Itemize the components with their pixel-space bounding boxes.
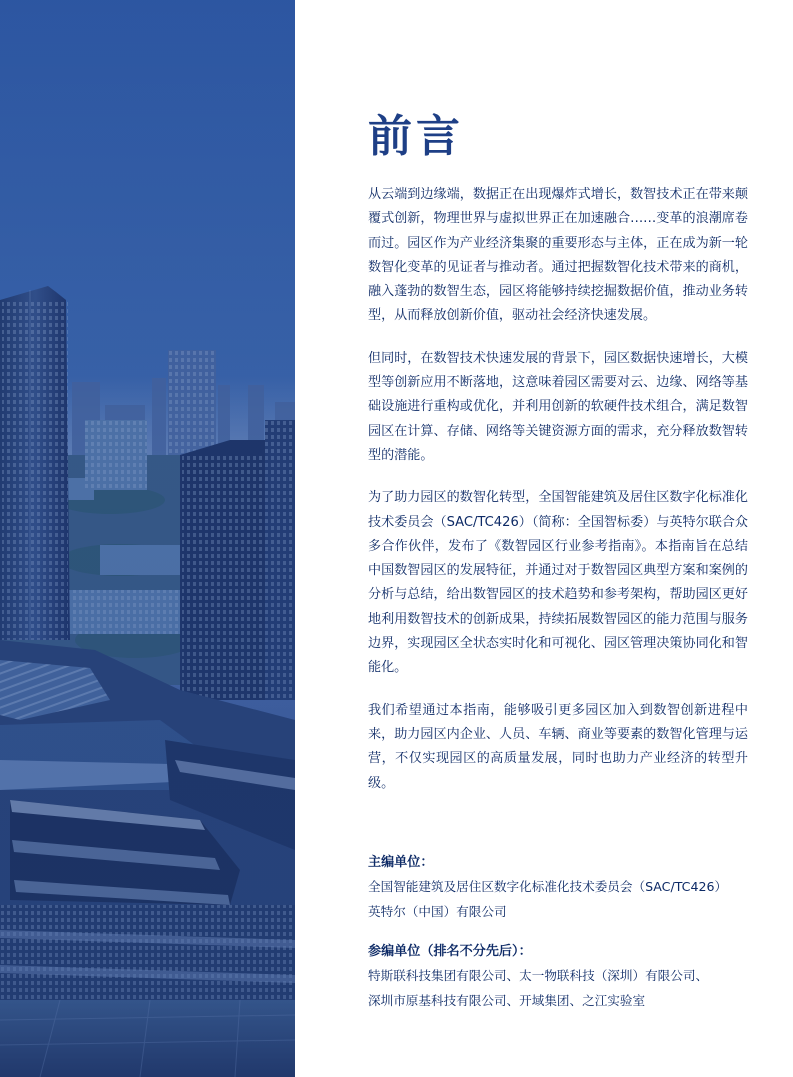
participants-label: 参编单位（排名不分先后）： bbox=[368, 944, 532, 959]
cover-photo-city bbox=[0, 0, 295, 1077]
paragraph-1: 从云端到边缘端，数据正在出现爆炸式增长，数智技术正在带来颠覆式创新，物理世界与虚拟世界正在加速融合……变革的浪潮席卷而过。园区作为产业经济集聚的重要形态与主体，正在成为新一轮数智化变革的见证者与推动者。通过把握数智化技术带来的商机，融入蓬勃的数智生态，园区将能够持续挖掘数据价值，推动业务转型，从而释放创新价值，驱动社会经济快速发展。 bbox=[368, 187, 748, 324]
paragraph-4: 我们希望通过本指南，能够吸引更多园区加入到数智创新进程中来，助力园区内企业、人员、车辆、商业等要素的数智化管理与运营，不仅实现园区的高质量发展，同时也助力产业经济的转型升级。 bbox=[368, 702, 748, 791]
participant-line: 深圳市原基科技有限公司、开域集团、之江实验室 bbox=[368, 992, 646, 1008]
page-title: 前言 bbox=[368, 111, 464, 162]
paragraph-2: 但同时，在数智技术快速发展的背景下，园区数据快速增长，大模型等创新应用不断落地，这意味着园区需要对云、边缘、网络等基础设施进行重构或优化，并利用创新的软硬件技术组合，满足数智园区在计算、存储、网络等关键资源方面的需求，充分释放数智转型的潜能。 bbox=[368, 350, 748, 463]
credits-section bbox=[368, 851, 768, 1013]
preface-body bbox=[368, 183, 748, 814]
paragraph-3: 为了助力园区的数智化转型，全国智能建筑及居住区数字化标准化技术委员会（SAC/TC426）（简称：全国智标委）与英特尔联合众多合作伙伴，发布了《数智园区行业参考指南》。本指南旨在总结中国数智园区的发展特征，并通过对于数智园区典型方案和案例的分析与总结，给出数智园区的技术趋势和参考架构，帮助园区更好地利用数智技术的创新成果，持续拓展数智园区的能力范围与服务边界，实现园区全状态实时化和可视化、园区管理决策协同化和智能化。 bbox=[368, 490, 748, 676]
participant-line: 特斯联科技集团有限公司、太一物联科技（深圳）有限公司、 bbox=[368, 968, 709, 983]
editor-line: 全国智能建筑及居住区数字化标准化技术委员会（SAC/TC426） bbox=[368, 879, 728, 894]
editor-line: 英特尔（中国）有限公司 bbox=[368, 903, 507, 919]
editors-label: 主编单位： bbox=[368, 855, 434, 870]
